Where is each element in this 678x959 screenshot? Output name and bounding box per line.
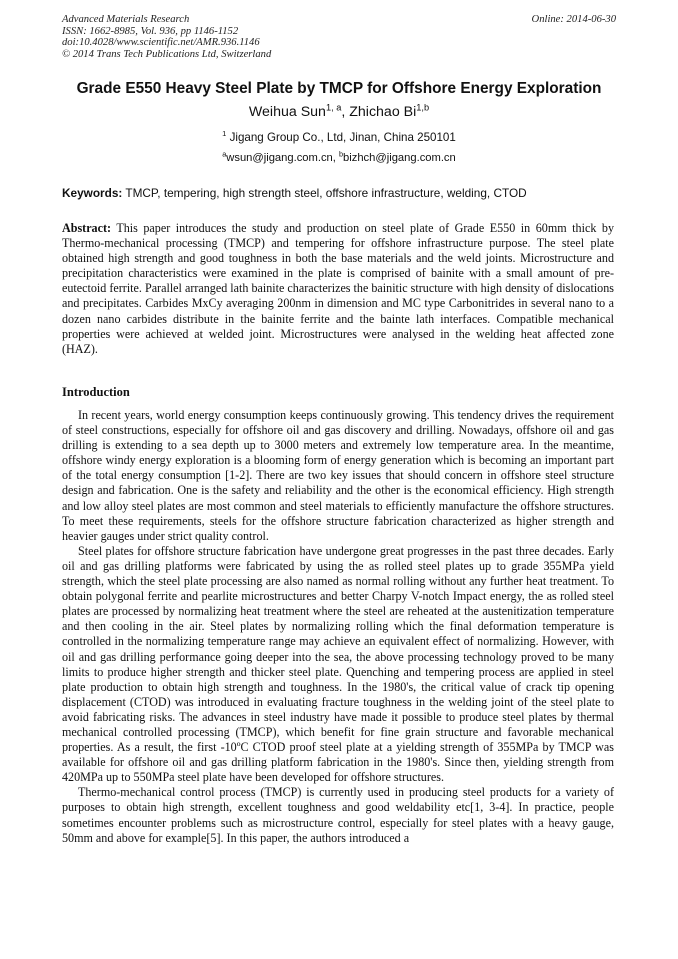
issn-line: ISSN: 1662-8985, Vol. 936, pp 1146-1152 (62, 25, 239, 37)
abstract (62, 221, 614, 357)
author-line (40, 104, 638, 120)
introduction-body (62, 408, 614, 846)
affiliation-text: Jigang Group Co., Ltd, Jinan, China 250101 (226, 131, 456, 144)
email-link[interactable]: wsun@jigang.com.cn, (226, 152, 339, 164)
author-name: Weihua Sun (248, 104, 326, 120)
author-superscript: 1,b (416, 102, 430, 113)
affiliation (40, 131, 638, 144)
paragraph: In recent years, world energy consumption keeps continuously growing. This tendency drives the requirement of steel constructions, especially for offshore oil and gas discovery and drilling. Nowadays, offshore oil and gas drilling is extending to a sea depth up to 3000 meters and extremely low temperature area. In the meantime, offshore windy energy exploration is a blooming form of energy generation which is becoming an important part of the total energy consumption [1-2]. There are two key issues that should concern in offshore steel structure design and fabrication. One is the safety and reliability and the other is the economical efficiency. High strength and low alloy steel plates are most common and steel materials to efficiently manufacture the offshore structures. To meet these requirements, steels for the offshore structure fabrication characterized as higher strength and heavier gauges under strict quality control. (62, 408, 614, 543)
keywords-label: Keywords: (62, 186, 123, 200)
abstract-label: Abstract: (62, 221, 112, 235)
paper-title: Grade E550 Heavy Steel Plate by TMCP for Offshore Energy Exploration (76, 80, 602, 97)
keywords (62, 186, 616, 200)
journal-header (62, 14, 271, 60)
email-link[interactable]: bizhch@jigang.com.cn (343, 152, 456, 164)
online-date: Online: 2014-06-30 (531, 14, 616, 25)
email-superscript: a (222, 149, 227, 159)
copyright-line: © 2014 Trans Tech Publications Ltd, Switzerland (62, 48, 272, 60)
keywords-text: TMCP, tempering, high strength steel, offshore infrastructure, welding, CTOD (122, 186, 527, 200)
affiliation-superscript: 1 (222, 129, 227, 139)
paragraph: Thermo-mechanical control process (TMCP) is currently used in producing steel products for a variety of purposes to obtain high strength, excellent toughness and good weldability etc[1, 3-4]. In practice, people sometimes encounter problems such as microstructure control, especially for steel plates with a heavy gauge, 50mm and above for example[5]. In this paper, the authors introduced a (62, 785, 614, 845)
doi-line[interactable]: doi:10.4028/www.scientific.net/AMR.936.1146 (62, 37, 260, 48)
email-line (40, 149, 638, 164)
author-name: Zhichao Bi (349, 104, 417, 120)
email-superscript: b (338, 149, 344, 159)
journal-name: Advanced Materials Research (62, 14, 190, 25)
author-separator: , (341, 104, 350, 120)
author-superscript: 1, a (325, 102, 342, 113)
section-heading: Introduction (62, 385, 130, 399)
abstract-text: This paper introduces the study and production on steel plate of Grade E550 in 60mm thick by Thermo-mechanical processing (TMCP) and tempering for offshore infrastructure purpose. The steel plate obtained high strength and good toughness in both the base materials and the weld joints. Microstructure and precipitation characteristics were examined in the plate is comprised of bainite with a small amount of pre-eutectoid ferrite. Parallel arranged lath bainite characterizes the bainitic structure with high density of dislocations and precipitates. Carbides MxCy averaging 200nm in dimension and MC type Carbonitrides in several nano to a dozen nano carbides distribute in the bainite ferrite and the bainte lath interfaces. Compatible mechanical properties were achieved at welded joint. Microstructures were analysed in the welding heat affected zone (HAZ). (62, 221, 614, 356)
paragraph: Steel plates for offshore structure fabrication have undergone great progresses in the past three decades. Early oil and gas drilling platforms were fabricated by using the as rolled steel plates up to grade 355MPa yield strength, which the steel plate processing are also named as normal rolling without any further heat treatment. To obtain polygonal ferrite and pearlite microstructures and better Charpy V-notch Impact energy, the as rolled steel plates are processed by normalizing heat treatment where the steel are reheated at the austenitization temperature and then cooling in the air. Steel plates by normalizing rolling which the final deformation temperature is controlled in the normalizing temperature range may achieve an equivalent effect of normalizing. However, with oil and gas drilling performance going deeper into the sea, the above processing technology proved to be many limits to produce higher strength and thicker steel plate. Quenching and tempering process are applied in steel plate production to obtain high strength and toughness. In the 1980's, the critical value of crack tip opening displacement (CTOD) was introduced in evaluating fracture toughness in the welding joint of the steel plate to avoid fabricating risks. The advances in steel industry have made it possible to produce steel plates by thermal mechanical controlled processing (TMCP), which benefit for fine grain structure and favorable mechanical properties. As a result, the first -10ºC CTOD proof steel plate at a yielding strength of 355MPa by TMCP was available for offshore oil and gas drilling platform fabrication in the 1980's. Since then, yielding strength from 420MPa up to 550MPa steel plate have been developed for offshore structures. (62, 543, 614, 785)
